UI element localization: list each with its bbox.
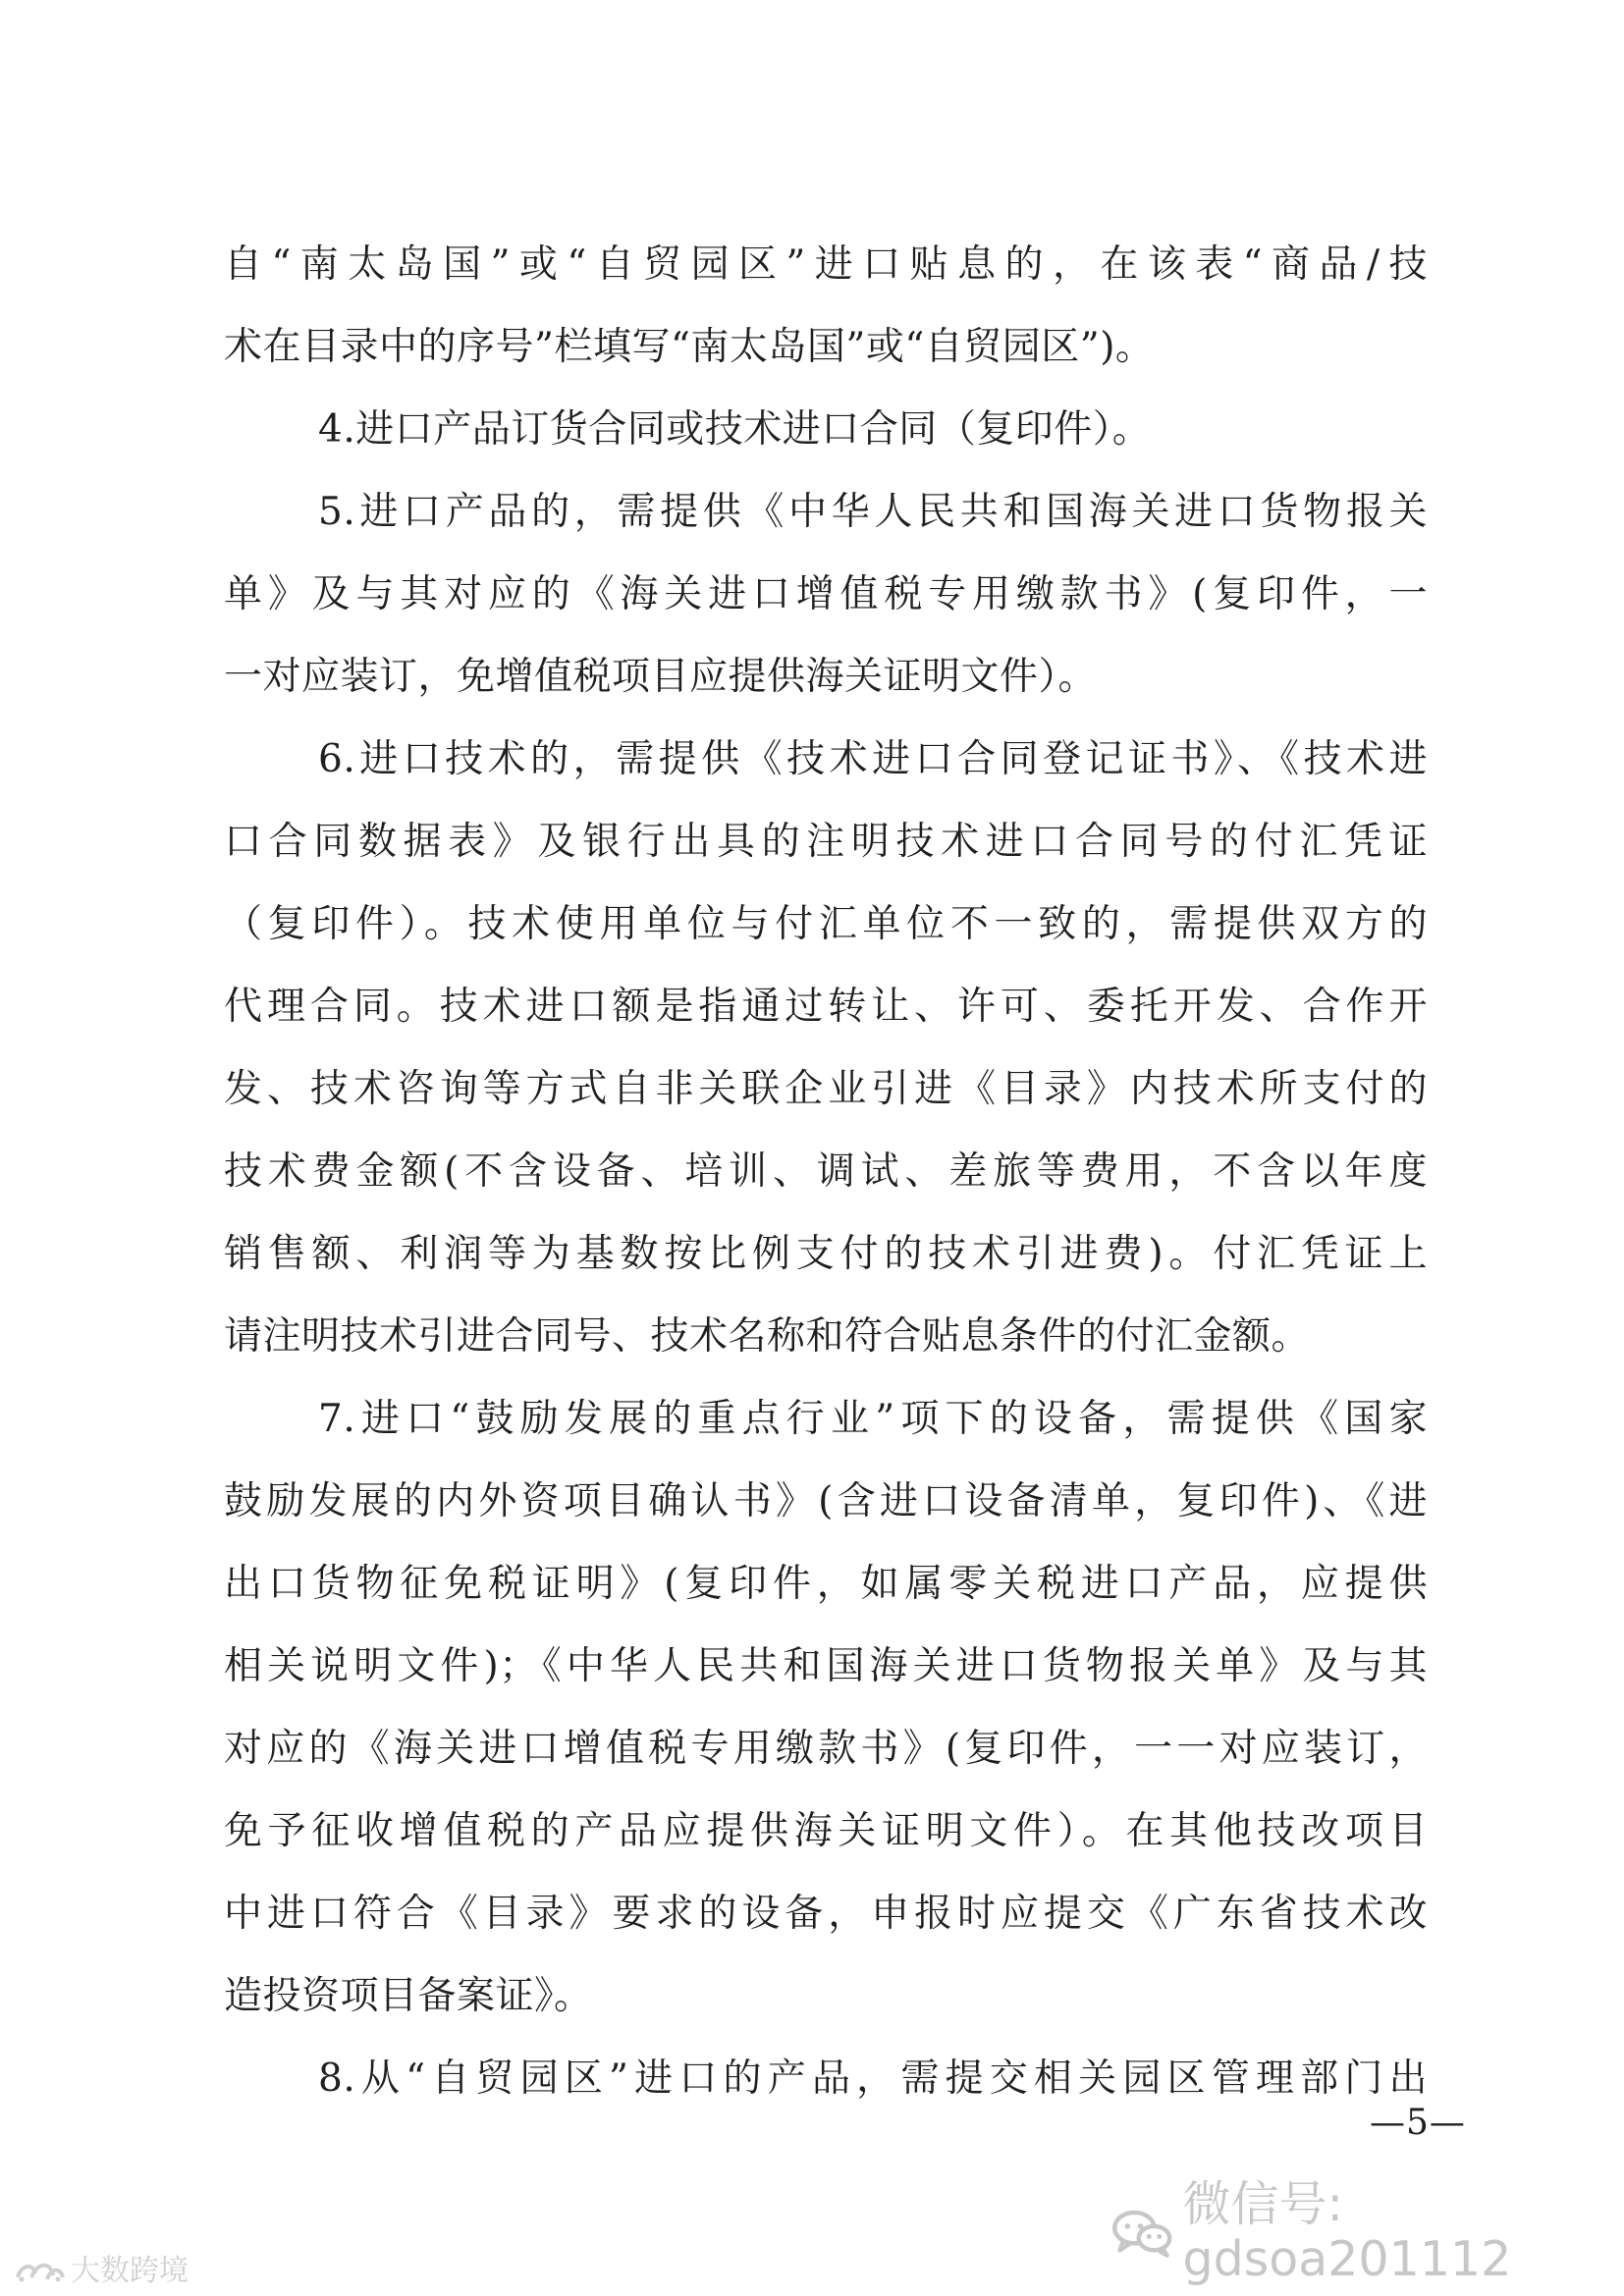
wechat-watermark bbox=[1110, 2177, 1624, 2287]
brand-logo-text: 大数跨境 bbox=[71, 2254, 189, 2288]
item-7-line-04: 相关说明文件)；《中华人民共和国海关进口货物报关单》及与其 bbox=[224, 1644, 1428, 1688]
text-line-01: 自“南太岛国”或“自贸园区”进口贴息的，在该表“商品/技 bbox=[224, 242, 1428, 287]
wechat-icon bbox=[1110, 2204, 1174, 2261]
item-6-line-05: 发、技术咨询等方式自非关联企业引进《目录》内技术所支付的 bbox=[224, 1067, 1428, 1111]
document-body bbox=[224, 224, 1428, 2120]
item-6-line-04: 代理合同。技术进口额是指通过转让、许可、委托开发、合作开 bbox=[224, 985, 1428, 1029]
item-7-line-06: 免予征收增值税的产品应提供海关证明文件）。在其他技改项目 bbox=[224, 1809, 1428, 1853]
item-6-line-03: （复印件）。技术使用单位与付汇单位不一致的，需提供双方的 bbox=[224, 902, 1428, 946]
item-7-line-07: 中进口符合《目录》要求的设备，申报时应提交《广东省技术改 bbox=[224, 1892, 1428, 1936]
item-5-line-02: 单》及与其对应的《海关进口增值税专用缴款书》(复印件，一 bbox=[224, 572, 1428, 616]
item-4-line-01: 4.进口产品订货合同或技术进口合同（复印件）。 bbox=[318, 407, 1152, 452]
item-7-line-03: 出口货物征免税证明》(复印件，如属零关税进口产品，应提供 bbox=[224, 1562, 1428, 1606]
item-5-line-03: 一对应装订，免增值税项目应提供海关证明文件）。 bbox=[224, 655, 1098, 699]
item-7-line-01: 7.进口“鼓励发展的重点行业”项下的设备，需提供《国家 bbox=[318, 1397, 1428, 1441]
item-6-line-01: 6.进口技术的，需提供《技术进口合同登记证书》、《技术进 bbox=[318, 737, 1428, 781]
item-7-line-08: 造投资项目备案证》。 bbox=[224, 1974, 593, 2018]
item-6-line-06: 技术费金额(不含设备、培训、调试、差旅等费用，不含以年度 bbox=[224, 1149, 1428, 1194]
page-number: —5— bbox=[1370, 2103, 1466, 2143]
big-data-cross-border-logo-icon bbox=[14, 2258, 67, 2285]
item-6-line-08: 请注明技术引进合同号、技术名称和符合贴息条件的付汇金额。 bbox=[224, 1314, 1311, 1359]
item-8-line-01: 8.从“自贸园区”进口的产品，需提交相关园区管理部门出 bbox=[318, 2056, 1428, 2101]
item-7-line-02: 鼓励发展的内外资项目确认书》(含进口设备清单，复印件)、《进 bbox=[224, 1479, 1428, 1523]
text-line-02: 术在目录中的序号”栏填写“南太岛国”或“自贸园区”)。 bbox=[224, 325, 1155, 369]
item-6-line-07: 销售额、利润等为基数按比例支付的技术引进费)。付汇凭证上 bbox=[224, 1232, 1428, 1276]
brand-logo bbox=[14, 2255, 189, 2288]
item-5-line-01: 5.进口产品的，需提供《中华人民共和国海关进口货物报关 bbox=[318, 490, 1428, 534]
item-7-line-05: 对应的《海关进口增值税专用缴款书》(复印件，一一对应装订， bbox=[224, 1727, 1428, 1771]
wechat-id-text: 微信号: gdsoa201112 bbox=[1182, 2176, 1512, 2287]
item-6-line-02: 口合同数据表》及银行出具的注明技术进口合同号的付汇凭证 bbox=[224, 820, 1428, 864]
